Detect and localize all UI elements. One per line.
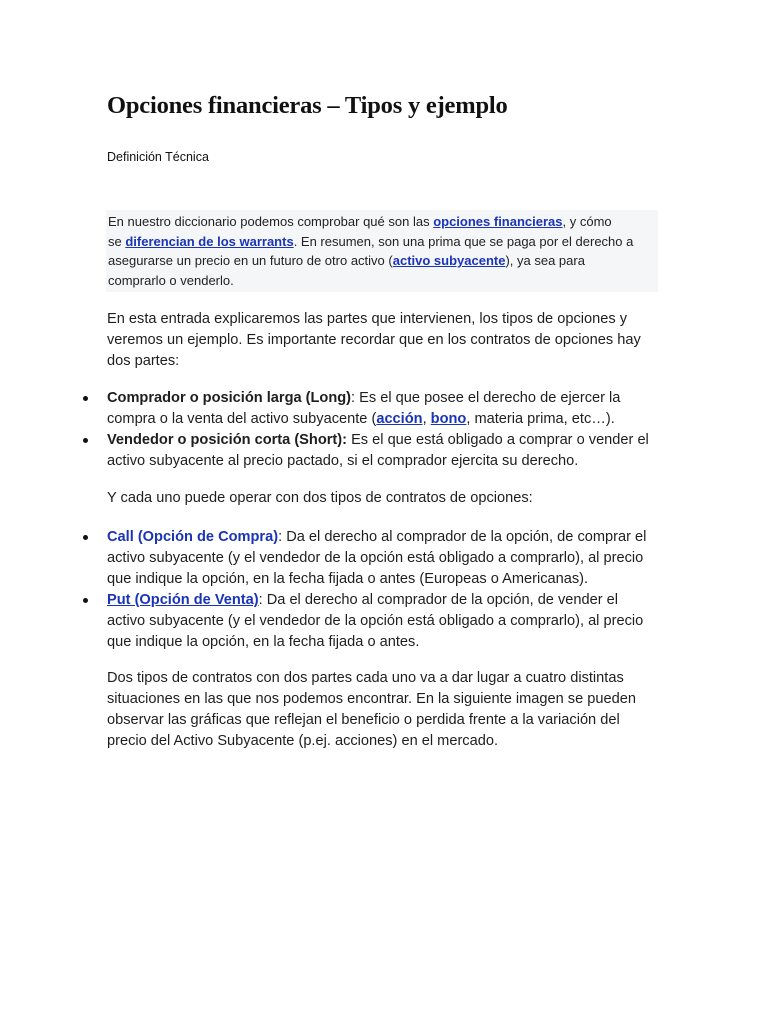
item-text: Es el que está obligado a comprar o vender el — [347, 432, 649, 448]
paragraph-line: Y cada uno puede operar con dos tipos de contratos de opciones: — [107, 490, 533, 506]
intro-paragraph — [106, 210, 658, 292]
link-opciones-financieras[interactable]: opciones financieras — [433, 214, 563, 229]
paragraph-line: veremos un ejemplo. Es importante recordar que en los contratos de opciones hay — [107, 332, 641, 348]
item-text: , materia prima, etc…). — [466, 411, 615, 427]
list-item-comprador — [0, 388, 649, 430]
paragraph-line: precio del Activo Subyacente (p.ej. acciones) en el mercado. — [107, 733, 499, 749]
intro-text: asegurarse un precio en un futuro de otro activo ( — [108, 253, 393, 268]
paragraph-line: activo subyacente (y el vendedor de la opción está obligado a comprarlo), al precio — [107, 613, 644, 629]
body-paragraph-parts — [107, 309, 641, 372]
paragraph-line: observar las gráficas que reflejan el beneficio o perdida frente a la variación del — [107, 712, 620, 728]
bullet-icon — [83, 396, 88, 401]
paragraph-line — [107, 590, 646, 611]
link-accion[interactable]: acción — [376, 411, 423, 427]
list-item-text — [107, 590, 646, 653]
list-item-put — [0, 590, 646, 653]
intro-text: , y cómo — [562, 214, 612, 229]
paragraph-line: que indique la opción, en la fecha fijada o antes (Europeas o Americanas). — [107, 571, 589, 587]
paragraph-line: que indique la opción, en la fecha fijada o antes. — [107, 634, 420, 650]
bullet-icon — [83, 535, 88, 540]
item-text: : Da el derecho al comprador de la opción, de comprar el — [278, 529, 647, 545]
contracts-list — [0, 527, 646, 653]
intro-text: En nuestro diccionario podemos comprobar qué son las — [108, 214, 434, 229]
term-colon: : — [351, 390, 356, 406]
link-activo-subyacente[interactable]: activo subyacente — [392, 253, 506, 268]
paragraph-line — [107, 430, 649, 451]
list-item-text — [107, 430, 649, 472]
intro-line: comprarlo o venderlo. — [108, 272, 234, 288]
bullet-icon — [83, 438, 88, 443]
parties-list — [0, 388, 649, 472]
page-subtitle: Definición Técnica — [107, 150, 209, 164]
paragraph-line: activo subyacente al precio pactado, si el comprador ejercita su derecho. — [107, 453, 579, 469]
paragraph-line — [107, 527, 646, 548]
link-put[interactable]: Put (Opción de Venta) — [107, 592, 259, 608]
intro-line — [108, 251, 656, 271]
paragraph-line: Dos tipos de contratos con dos partes cada uno va a dar lugar a cuatro distintas — [107, 670, 624, 686]
intro-line — [108, 232, 656, 252]
intro-text: ), ya sea para — [505, 253, 585, 268]
body-paragraph-situations — [107, 668, 636, 752]
link-call[interactable]: Call (Opción de Compra) — [107, 529, 279, 545]
paragraph-line: activo subyacente (y el vendedor de la opción está obligado a comprarlo), al precio — [107, 550, 644, 566]
link-bono[interactable]: bono — [430, 411, 467, 427]
item-text: Es el que posee el derecho de ejercer la — [355, 390, 621, 406]
intro-line — [108, 212, 656, 232]
page-title: Opciones financieras – Tipos y ejemplo — [107, 92, 508, 119]
paragraph-line — [107, 409, 649, 430]
item-text: : Da el derecho al comprador de la opción, de vender el — [258, 592, 619, 608]
paragraph-line: situaciones en las que nos podemos encontrar. En la siguiente imagen se pueden — [107, 691, 636, 707]
intro-text: . En resumen, son una prima que se paga por el derecho a — [293, 233, 634, 249]
term-colon: : — [342, 432, 348, 448]
list-item-text — [107, 527, 646, 590]
list-item-text — [107, 388, 649, 430]
term-comprador: Comprador o posición larga (Long) — [107, 390, 352, 406]
paragraph-line: En esta entrada explicaremos las partes que intervienen, los tipos de opciones y — [107, 311, 628, 327]
paragraph-line: dos partes: — [107, 353, 180, 369]
intro-text: se — [108, 233, 126, 249]
term-vendedor: Vendedor o posición corta (Short) — [107, 432, 343, 448]
item-text: compra o la venta del activo subyacente ( — [107, 411, 377, 427]
link-diferencian-warrants[interactable]: diferencian de los warrants — [125, 233, 294, 249]
list-item-call — [0, 527, 646, 590]
item-text: , — [422, 411, 431, 427]
paragraph-line — [107, 388, 649, 409]
body-paragraph-contracts — [107, 488, 533, 509]
bullet-icon — [83, 598, 88, 603]
list-item-vendedor — [0, 430, 649, 472]
